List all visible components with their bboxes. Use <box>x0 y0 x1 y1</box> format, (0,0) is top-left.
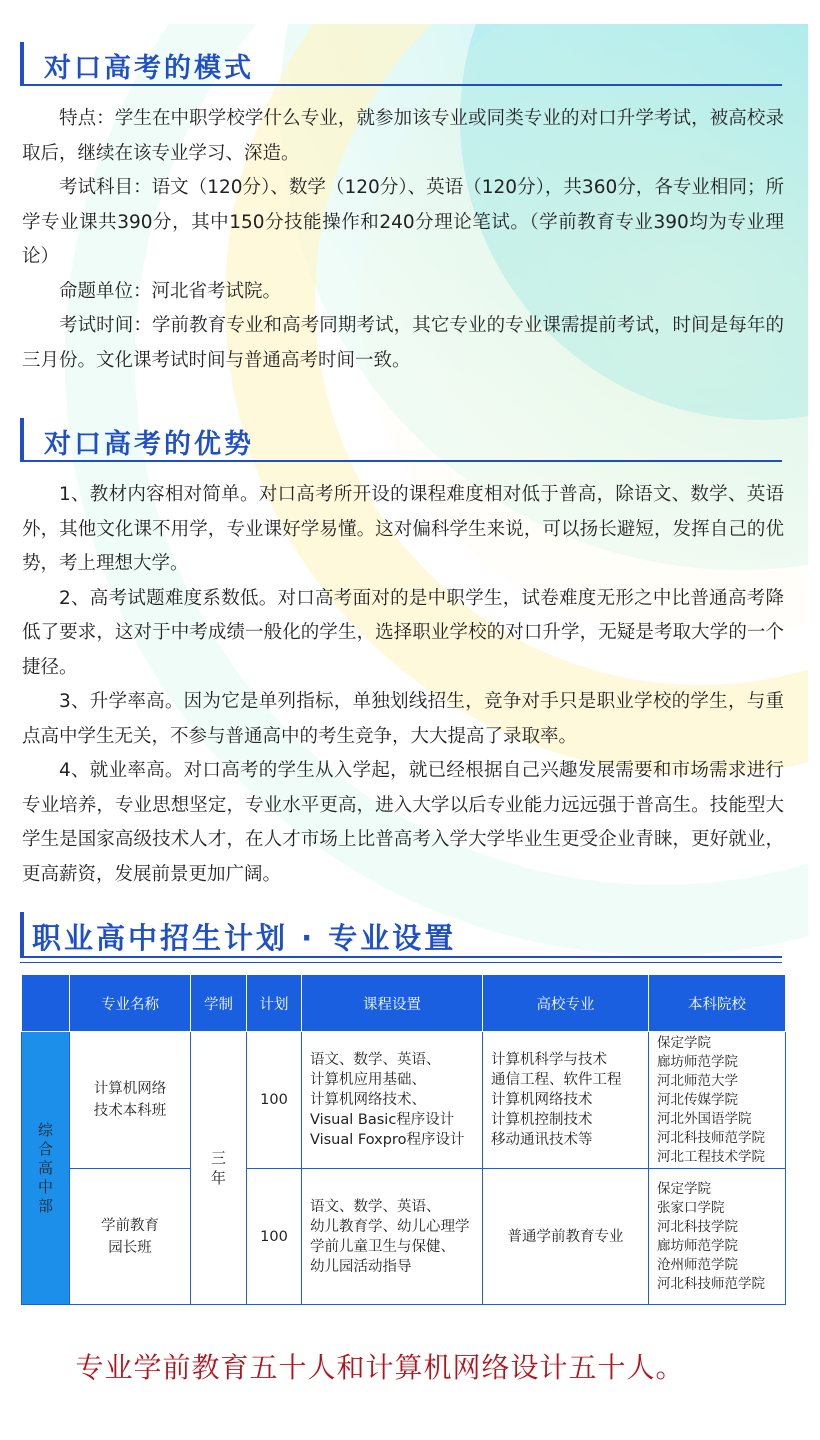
school-item: 廊坊师范学院 <box>657 1237 738 1254</box>
major-name-cell <box>70 1169 191 1305</box>
header-major-name: 专业名称 <box>70 975 191 1032</box>
major-name-cell <box>70 1032 191 1169</box>
course-item: 学前儿童卫生与保健、 <box>310 1238 455 1255</box>
header-courses: 课程设置 <box>302 975 483 1032</box>
section-divider <box>20 956 782 958</box>
duration-cell <box>191 1032 247 1305</box>
paragraph: 1、教材内容相对简单。对口高考所开设的课程难度相对低于普高，除语文、数学、英语外，其他文化课不用学，专业课好学易懂。这对偏科学生来说，可以扬长避短，发挥自己的优势，考上理想大学。 <box>22 484 784 574</box>
header-university-majors: 高校专业 <box>483 975 649 1032</box>
enrollment-plan-table <box>21 974 786 1305</box>
majors-cell <box>483 1169 649 1305</box>
major-item: 普通学前教育专业 <box>507 1228 624 1245</box>
plan-cell: 100 <box>247 1169 302 1305</box>
school-item: 张家口学院 <box>657 1199 725 1216</box>
major-item: 移动通讯技术等 <box>491 1132 593 1148</box>
section-mode-body <box>22 102 784 378</box>
school-item: 沧州师范学院 <box>657 1256 738 1273</box>
plan-cell: 100 <box>247 1032 302 1169</box>
school-item: 河北外国语学院 <box>657 1110 752 1127</box>
major-name-line: 园长班 <box>108 1239 152 1256</box>
school-item: 保定学院 <box>657 1034 711 1051</box>
table-row <box>22 1169 786 1305</box>
section-advantages-body <box>22 478 784 892</box>
header-duration: 学制 <box>191 975 247 1032</box>
major-name-line: 技术本科班 <box>93 1103 167 1119</box>
school-item: 河北科技学院 <box>657 1218 738 1235</box>
school-item: 河北工程技术学院 <box>657 1148 765 1165</box>
school-item: 河北科技师范学院 <box>657 1275 765 1292</box>
course-item: Visual Basic程序设计 <box>310 1112 455 1128</box>
paragraph: 3、升学率高。因为它是单列指标，单独划线招生，竞争对手只是职业学校的学生，与重点高中学生无关，不参与普通高中的考生竞争，大大提高了录取率。 <box>22 691 784 747</box>
school-item: 河北师范大学 <box>657 1072 738 1089</box>
course-item: 语文、数学、英语、 <box>310 1052 441 1068</box>
paragraph: 特点：学生在中职学校学什么专业，就参加该专业或同类专业的对口升学考试，被高校录取后，继续在该专业学习、深造。 <box>22 108 784 164</box>
major-item: 计算机科学与技术 <box>491 1052 607 1068</box>
course-item: 语文、数学、英语、 <box>310 1198 441 1215</box>
footer-note: 专业学前教育五十人和计算机网络设计五十人。 <box>75 1351 685 1384</box>
table-row <box>22 1032 786 1169</box>
course-item: 计算机网络技术、 <box>310 1092 426 1108</box>
section-title-mode-text: 对口高考的模式 <box>44 53 254 84</box>
major-name-line: 计算机网络 <box>93 1081 167 1097</box>
major-item: 计算机控制技术 <box>491 1112 593 1128</box>
duration-label: 三年 <box>210 1149 226 1187</box>
section-title-plan-text: 职业高中招生计划 · 专业设置 <box>32 921 457 955</box>
section-title-advantages-text: 对口高考的优势 <box>44 429 254 460</box>
paragraph: 考试科目：语文（120分）、数学（120分）、英语（120分），共360分，各专业相同；所学专业课共390分，其中150分技能操作和240分理论笔试。（学前教育专业390均为专业理论） <box>22 177 784 267</box>
school-item: 河北传媒学院 <box>657 1091 738 1108</box>
section-title-plan <box>20 912 782 956</box>
course-item: 幼儿教育学、幼儿心理学 <box>310 1218 470 1235</box>
schools-cell <box>649 1169 786 1305</box>
department-label: 综合高中部 <box>37 1120 53 1215</box>
paragraph: 2、高考试题难度系数低。对口高考面对的是中职学生，试卷难度无形之中比普通高考降低了要求，这对于中考成绩一般化的学生，选择职业学校的对口升学，无疑是考取大学的一个捷径。 <box>22 587 784 678</box>
section-divider <box>20 962 782 963</box>
course-item: 幼儿园活动指导 <box>310 1258 412 1275</box>
majors-cell <box>483 1032 649 1169</box>
section-title-advantages <box>20 418 782 462</box>
school-item: 廊坊师范学院 <box>657 1053 738 1070</box>
paragraph: 考试时间：学前教育专业和高考同期考试，其它专业的专业课需提前考试，时间是每年的三月份。文化课考试时间与普通高考时间一致。 <box>22 315 784 371</box>
school-item: 保定学院 <box>657 1180 711 1197</box>
major-item: 通信工程、软件工程 <box>491 1072 622 1088</box>
courses-cell <box>302 1169 483 1305</box>
schools-cell <box>649 1032 786 1169</box>
major-item: 计算机网络技术 <box>491 1092 593 1108</box>
school-item: 河北科技师范学院 <box>657 1129 765 1146</box>
paragraph: 4、就业率高。对口高考的学生从入学起，就已经根据自己兴趣发展需要和市场需求进行专业培养，专业思想坚定，专业水平更高，进入大学以后专业能力远远强于普高生。技能型大学生是国家高级技术人才，在人才市场上比普高考入学大学毕业生更受企业青睐，更好就业，更高薪资，发展前景更加广阔。 <box>22 760 784 885</box>
course-item: 计算机应用基础、 <box>310 1072 426 1088</box>
department-cell <box>22 1032 70 1305</box>
courses-cell <box>302 1032 483 1169</box>
major-name-line: 学前教育 <box>101 1217 159 1234</box>
course-item: Visual Foxpro程序设计 <box>310 1132 465 1148</box>
paragraph: 命题单位：河北省考试院。 <box>59 280 282 302</box>
section-title-mode <box>20 42 782 86</box>
header-universities: 本科院校 <box>649 975 786 1032</box>
table-header-row <box>22 975 786 1032</box>
header-blank <box>22 975 70 1032</box>
header-plan: 计划 <box>247 975 302 1032</box>
